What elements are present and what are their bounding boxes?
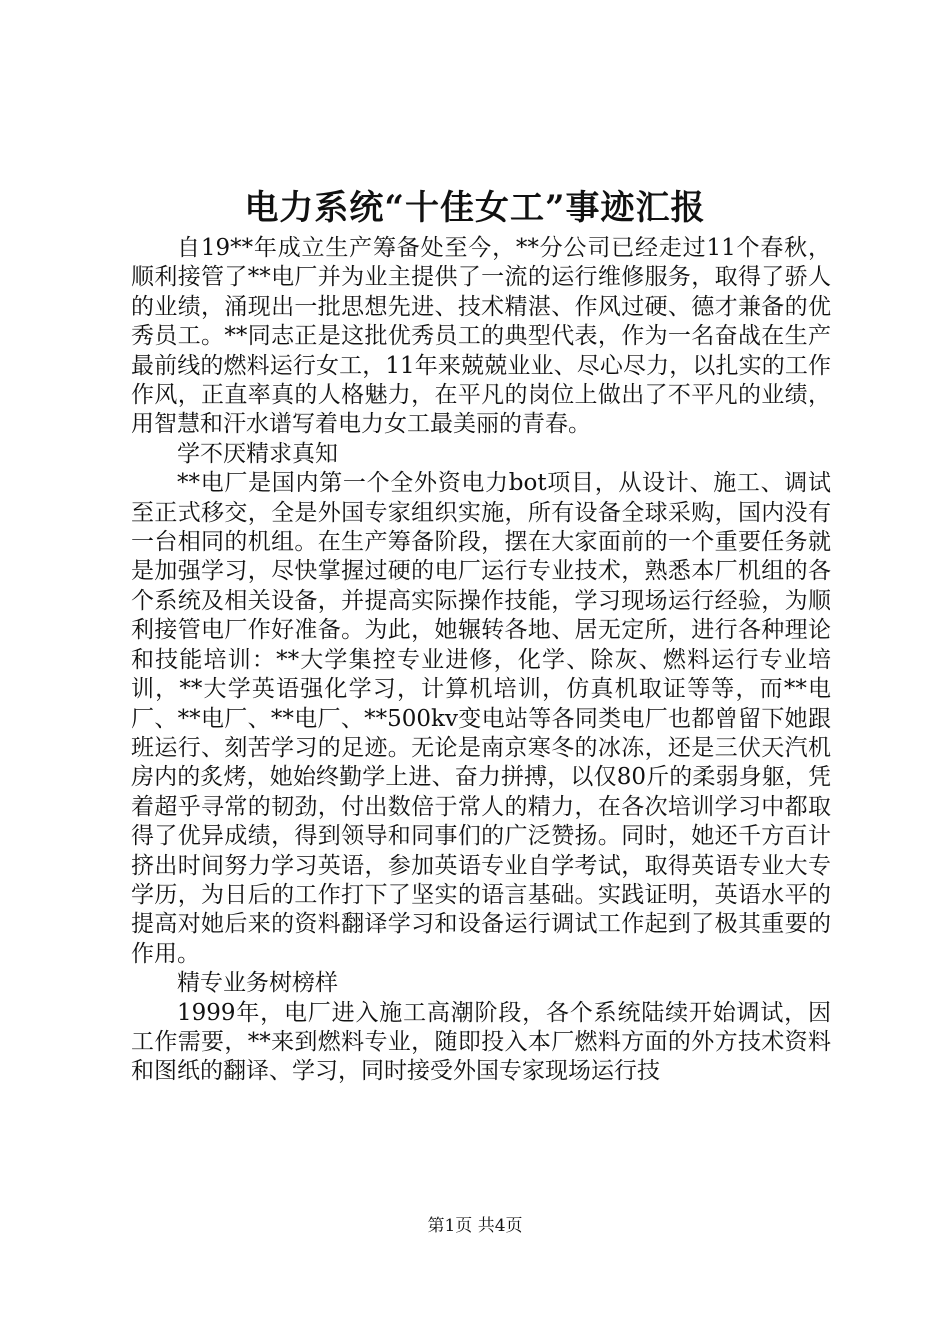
- paragraph-study: **电厂是国内第一个全外资电力bot项目，从设计、施工、调试至正式移交，全是外国专家组织实施，所有设备全球采购，国内没有一台相同的机组。在生产筹备阶段，摆在大家面前的一个重要任务就是加强学习，尽快掌握过硬的电厂运行专业技术，熟悉本厂机组的各个系统及相关设备，并提高实际操作技能，学习现场运行经验，为顺利接管电厂作好准备。为此，她辗转各地、居无定所，进行各种理论和技能培训：**大学集控专业进修，化学、除灰、燃料运行专业培训，**大学英语强化学习，计算机培训，仿真机取证等等，而**电厂、**电厂、**电厂、**500kv变电站等各同类电厂也都曾留下她跟班运行、刻苦学习的足迹。无论是南京寒冬的冰冻，还是三伏天汽机房内的炙烤，她始终勤学上进、奋力拼搏，以仅80斤的柔弱身躯，凭着超乎寻常的韧劲，付出数倍于常人的精力，在各次培训学习中都取得了优异成绩，得到领导和同事们的广泛赞扬。同时，她还千方百计挤出时间努力学习英语，参加英语专业自学考试，取得英语专业大专学历，为日后的工作打下了坚实的语言基础。实践证明，英语水平的提高对她后来的资料翻译学习和设备运行调试工作起到了极其重要的作用。: [131, 470, 831, 967]
- section-heading-study: 学不厌精求真知: [177, 440, 338, 467]
- document-title: 电力系统“十佳女工”事迹汇报: [244, 188, 706, 228]
- section-heading-expertise: 精专业务树榜样: [177, 970, 338, 997]
- page-number-footer: 第1页 共4页: [427, 1216, 523, 1236]
- paragraph-expertise: 1999年，电厂进入施工高潮阶段，各个系统陆续开始调试，因工作需要，**来到燃料专业，随即投入本厂燃料方面的外方技术资料和图纸的翻译、学习，同时接受外国专家现场运行技: [131, 999, 831, 1085]
- paragraph-intro: 自19**年成立生产筹备处至今，**分公司已经走过11个春秋，顺利接管了**电厂并为业主提供了一流的运行维修服务，取得了骄人的业绩，涌现出一批思想先进、技术精湛、作风过硬、德才兼备的优秀员工。**同志正是这批优秀员工的典型代表，作为一名奋战在生产最前线的燃料运行女工，11年来兢兢业业、尽心尽力，以扎实的工作作风，正直率真的人格魅力，在平凡的岗位上做出了不平凡的业绩，用智慧和汗水谱写着电力女工最美丽的青春。: [131, 235, 831, 438]
- document-body: [131, 234, 831, 1087]
